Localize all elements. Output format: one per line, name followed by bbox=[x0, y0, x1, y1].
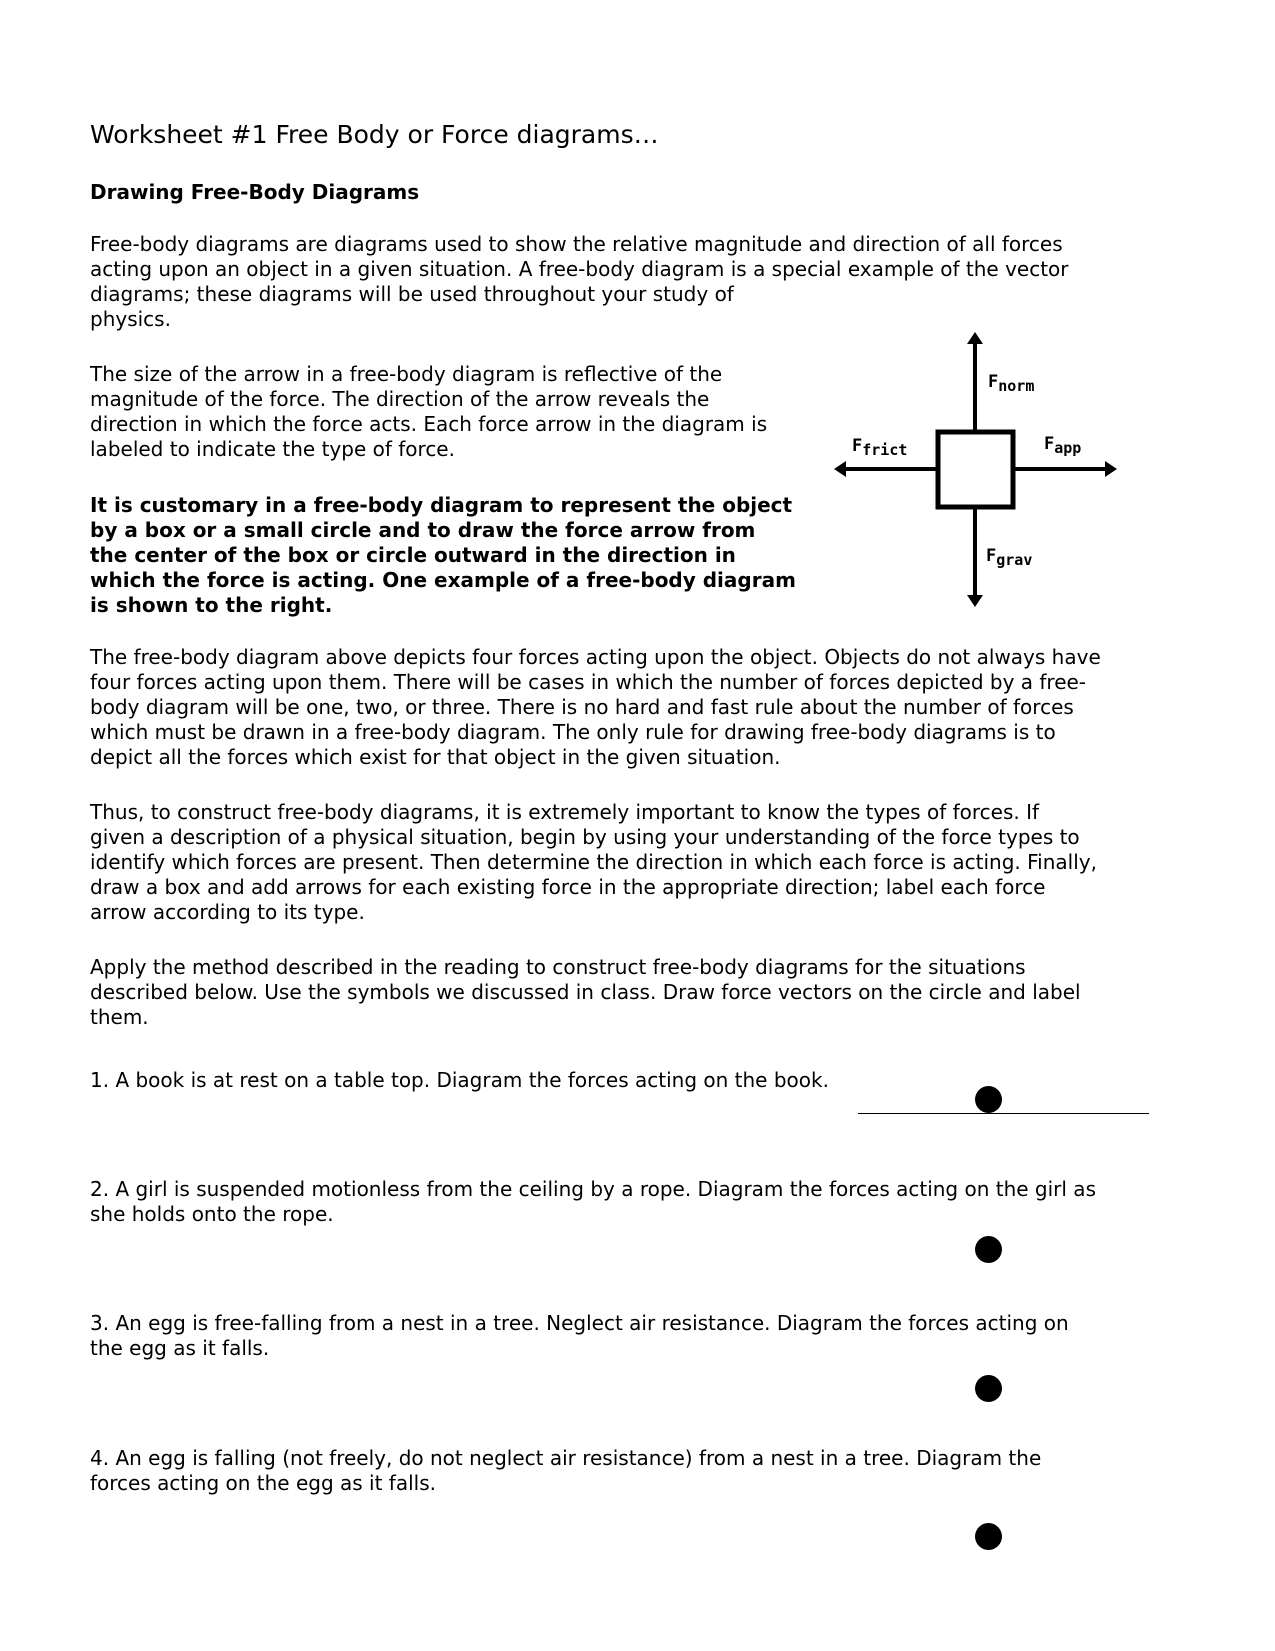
text-line: the center of the box or circle outward in the direction in bbox=[90, 543, 736, 567]
arrow-size-paragraph bbox=[90, 362, 767, 462]
text-line: labeled to indicate the type of force. bbox=[90, 437, 455, 461]
section-heading: Drawing Free-Body Diagrams bbox=[90, 180, 420, 204]
text-line: arrow according to its type. bbox=[90, 900, 365, 924]
question-text: 2. A girl is suspended motionless from the ceiling by a rope. Diagram the forces acting on the girl as bbox=[90, 1177, 1096, 1201]
text-line: them. bbox=[90, 1005, 149, 1029]
applied-force-label bbox=[1044, 434, 1081, 457]
question-text: 1. A book is at rest on a table top. Diagram the forces acting on the book. bbox=[90, 1068, 829, 1092]
question-text: 3. An egg is free-falling from a nest in a tree. Neglect air resistance. Diagram the forces acting on bbox=[90, 1311, 1069, 1335]
egg-freefall-dot[interactable] bbox=[975, 1375, 1002, 1402]
normal-force-label-sub: norm bbox=[998, 377, 1035, 395]
free-body-diagram bbox=[832, 332, 1132, 632]
customary-paragraph bbox=[90, 493, 796, 618]
question-text: forces acting on the egg as it falls. bbox=[90, 1471, 436, 1495]
gravity-force-label-main: F bbox=[986, 546, 997, 566]
text-line: acting upon an object in a given situation. A free-body diagram is a special example of the vector bbox=[90, 257, 1069, 281]
girl-dot[interactable] bbox=[975, 1236, 1002, 1263]
intro-paragraph bbox=[90, 232, 1069, 332]
text-line: is shown to the right. bbox=[90, 593, 333, 617]
question-text: 4. An egg is falling (not freely, do not neglect air resistance) from a nest in a tree. Diagram the bbox=[90, 1446, 1042, 1470]
question-text: the egg as it falls. bbox=[90, 1336, 270, 1360]
object-box bbox=[938, 432, 1013, 507]
normal-force-label-main: F bbox=[988, 372, 999, 392]
applied-force-label-sub: app bbox=[1054, 439, 1082, 457]
text-line: physics. bbox=[90, 307, 171, 331]
construct-paragraph bbox=[90, 800, 1097, 925]
text-line: body diagram will be one, two, or three. There is no hard and fast rule about the number of forces bbox=[90, 695, 1074, 719]
text-line: draw a box and add arrows for each existing force in the appropriate direction; label each force bbox=[90, 875, 1046, 899]
text-line: magnitude of the force. The direction of the arrow reveals the bbox=[90, 387, 710, 411]
text-line: four forces acting upon them. There will be cases in which the number of forces depicted by a free- bbox=[90, 670, 1087, 694]
normal-force-label bbox=[988, 372, 1034, 395]
normal-force-arrowhead bbox=[967, 332, 983, 344]
text-line: Apply the method described in the reading to construct free-body diagrams for the situations bbox=[90, 955, 1026, 979]
gravity-force-label bbox=[986, 546, 1032, 569]
four-forces-paragraph bbox=[90, 645, 1101, 770]
text-line: which the force is acting. One example of a free-body diagram bbox=[90, 568, 796, 592]
friction-force-label-main: F bbox=[852, 436, 863, 456]
question-1 bbox=[90, 1068, 829, 1093]
text-line: diagrams; these diagrams will be used throughout your study of bbox=[90, 282, 734, 306]
text-line: which must be drawn in a free-body diagram. The only rule for drawing free-body diagrams is to bbox=[90, 720, 1056, 744]
text-line: The free-body diagram above depicts four forces acting upon the object. Objects do not always have bbox=[90, 645, 1101, 669]
text-line: identify which forces are present. Then determine the direction in which each force is acting. Finally, bbox=[90, 850, 1097, 874]
text-line: by a box or a small circle and to draw the force arrow from bbox=[90, 518, 756, 542]
friction-force-label bbox=[852, 436, 907, 459]
book-dot[interactable] bbox=[975, 1086, 1002, 1113]
text-line: direction in which the force acts. Each force arrow in the diagram is bbox=[90, 412, 768, 436]
question-3 bbox=[90, 1311, 1069, 1361]
worksheet-title: Worksheet #1 Free Body or Force diagrams… bbox=[90, 120, 659, 149]
applied-force-label-main: F bbox=[1044, 434, 1055, 454]
text-line: The size of the arrow in a free-body diagram is reflective of the bbox=[90, 362, 723, 386]
friction-force-arrowhead bbox=[834, 461, 846, 477]
friction-force-label-sub: frict bbox=[862, 441, 908, 459]
apply-paragraph bbox=[90, 955, 1081, 1030]
egg-air-resistance-dot[interactable] bbox=[975, 1523, 1002, 1550]
text-line: Thus, to construct free-body diagrams, it is extremely important to know the types of forces. If bbox=[90, 800, 1040, 824]
gravity-force-arrowhead bbox=[967, 595, 983, 607]
text-line: described below. Use the symbols we discussed in class. Draw force vectors on the circle and label bbox=[90, 980, 1081, 1004]
table-top-line bbox=[858, 1113, 1149, 1114]
question-2 bbox=[90, 1177, 1096, 1227]
applied-force-arrowhead bbox=[1105, 461, 1117, 477]
text-line: given a description of a physical situation, begin by using your understanding of the force types to bbox=[90, 825, 1080, 849]
text-line: depict all the forces which exist for that object in the given situation. bbox=[90, 745, 781, 769]
question-4 bbox=[90, 1446, 1041, 1496]
question-text: she holds onto the rope. bbox=[90, 1202, 334, 1226]
text-line: Free-body diagrams are diagrams used to show the relative magnitude and direction of all forces bbox=[90, 232, 1063, 256]
text-line: It is customary in a free-body diagram to represent the object bbox=[90, 493, 793, 517]
gravity-force-label-sub: grav bbox=[996, 551, 1033, 569]
